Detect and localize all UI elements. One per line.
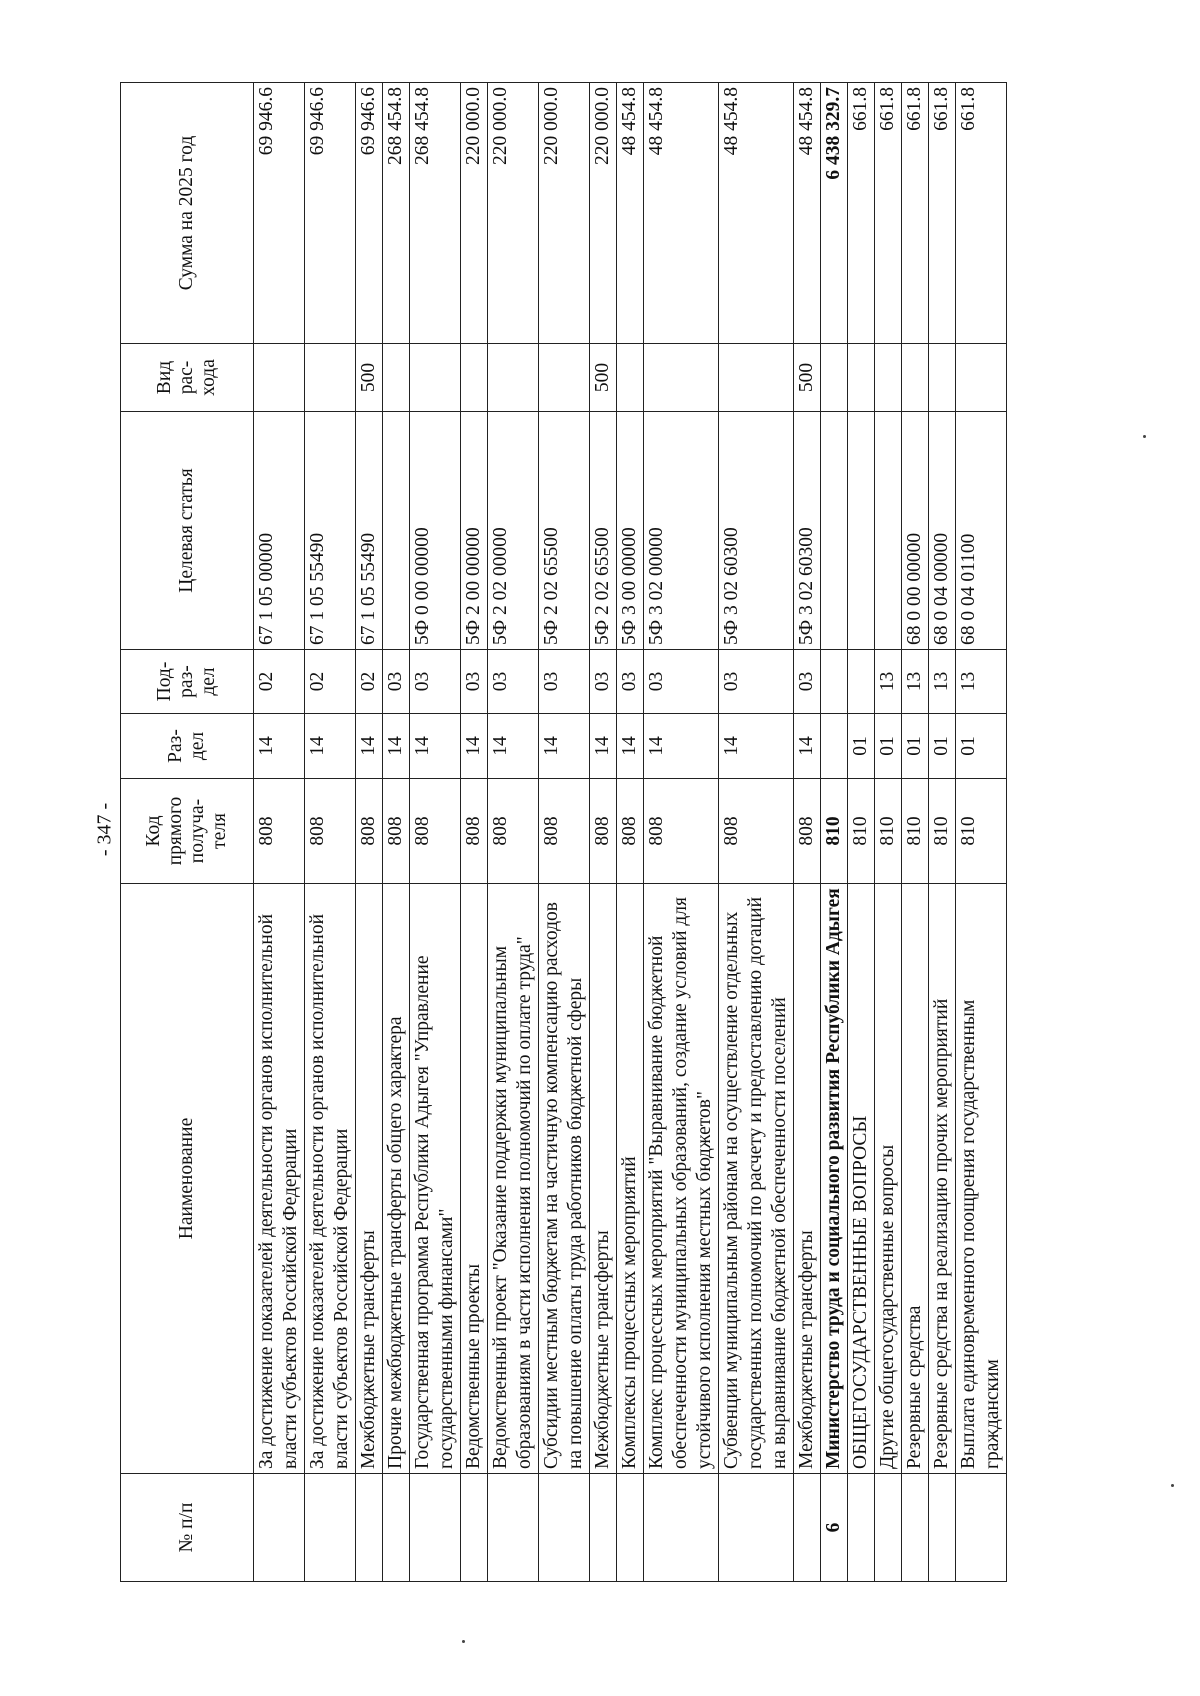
- cell-subsection: [847, 650, 874, 714]
- cell-section: 14: [793, 714, 820, 779]
- scan-speck: [1143, 435, 1146, 438]
- cell-sum: 48 454.8: [643, 83, 718, 344]
- cell-subsection: 03: [487, 650, 538, 714]
- cell-sum: 220 000.0: [589, 83, 616, 344]
- header-subsection: Под-раз-дел: [121, 650, 254, 714]
- cell-num: [589, 1474, 616, 1582]
- cell-target: 5Ф 2 00 00000: [460, 412, 487, 650]
- cell-sum: 268 454.8: [409, 83, 460, 344]
- cell-num: [304, 1474, 355, 1582]
- cell-name: За достижение показателей деятельности органов исполнительной власти субъектов Российской Федерации: [304, 884, 355, 1474]
- cell-name: Межбюджетные трансферты: [793, 884, 820, 1474]
- cell-code: 808: [487, 779, 538, 884]
- cell-exp-type: [487, 344, 538, 412]
- header-code: Код прямого получа-теля: [121, 779, 254, 884]
- cell-sum: 48 454.8: [718, 83, 793, 344]
- table-row: [382, 83, 409, 1582]
- cell-sum: 220 000.0: [538, 83, 589, 344]
- header-section: Раз-дел: [121, 714, 254, 779]
- cell-exp-type: [254, 344, 305, 412]
- cell-section: 14: [487, 714, 538, 779]
- cell-num: [643, 1474, 718, 1582]
- cell-subsection: 02: [304, 650, 355, 714]
- cell-num: 6: [820, 1474, 847, 1582]
- cell-subsection: 03: [643, 650, 718, 714]
- cell-section: 14: [304, 714, 355, 779]
- cell-exp-type: [847, 344, 874, 412]
- cell-num: [928, 1474, 955, 1582]
- cell-name: Межбюджетные трансферты: [589, 884, 616, 1474]
- cell-exp-type: [616, 344, 643, 412]
- cell-num: [793, 1474, 820, 1582]
- table-row: [874, 83, 901, 1582]
- cell-target: 68 0 04 01100: [955, 412, 1006, 650]
- table-row: [409, 83, 460, 1582]
- cell-num: [718, 1474, 793, 1582]
- header-target: Целевая статья: [121, 412, 254, 650]
- cell-target: [847, 412, 874, 650]
- cell-target: 5Ф 3 02 60300: [718, 412, 793, 650]
- cell-num: [460, 1474, 487, 1582]
- cell-code: 810: [847, 779, 874, 884]
- cell-section: 01: [847, 714, 874, 779]
- cell-section: 14: [460, 714, 487, 779]
- cell-target: 5Ф 2 02 00000: [487, 412, 538, 650]
- cell-name: Прочие межбюджетные трансферты общего характера: [382, 884, 409, 1474]
- cell-code: 810: [820, 779, 847, 884]
- cell-target: 5Ф 3 02 00000: [643, 412, 718, 650]
- cell-code: 808: [643, 779, 718, 884]
- cell-name: Субвенции муниципальным районам на осуществление отдельных государственных полномочий по расчету и предоставлению дотаций на выравнивание бюджетной обеспеченности поселений: [718, 884, 793, 1474]
- cell-sum: 48 454.8: [616, 83, 643, 344]
- cell-section: 14: [589, 714, 616, 779]
- cell-subsection: 13: [928, 650, 955, 714]
- cell-num: [847, 1474, 874, 1582]
- cell-target: 5Ф 2 02 65500: [538, 412, 589, 650]
- cell-section: 14: [355, 714, 382, 779]
- cell-exp-type: 500: [793, 344, 820, 412]
- cell-exp-type: [874, 344, 901, 412]
- cell-num: [382, 1474, 409, 1582]
- cell-target: 67 1 05 00000: [254, 412, 305, 650]
- cell-subsection: 03: [616, 650, 643, 714]
- budget-table: [120, 82, 1007, 1582]
- cell-code: 808: [460, 779, 487, 884]
- cell-section: 14: [382, 714, 409, 779]
- cell-sum: 220 000.0: [460, 83, 487, 344]
- cell-name: Резервные средства на реализацию прочих мероприятий: [928, 884, 955, 1474]
- cell-section: 14: [254, 714, 305, 779]
- cell-target: [820, 412, 847, 650]
- cell-section: 14: [643, 714, 718, 779]
- table-row: [487, 83, 538, 1582]
- cell-exp-type: [304, 344, 355, 412]
- header-sum: Сумма на 2025 год: [121, 83, 254, 344]
- cell-section: 14: [718, 714, 793, 779]
- cell-section: [820, 714, 847, 779]
- cell-target: 5Ф 3 02 60300: [793, 412, 820, 650]
- cell-subsection: 02: [355, 650, 382, 714]
- cell-section: 14: [409, 714, 460, 779]
- cell-sum: 268 454.8: [382, 83, 409, 344]
- table-body: [254, 83, 1007, 1582]
- cell-name: Комплекс процессных мероприятий "Выравнивание бюджетной обеспеченности муниципальных образований, создание условий для устойчивого исполнения местных бюджетов": [643, 884, 718, 1474]
- table-header-row: [121, 83, 254, 1582]
- cell-subsection: 03: [793, 650, 820, 714]
- cell-sum: 661.8: [955, 83, 1006, 344]
- cell-section: 01: [955, 714, 1006, 779]
- cell-target: 5Ф 0 00 00000: [409, 412, 460, 650]
- cell-exp-type: [928, 344, 955, 412]
- table-row: [616, 83, 643, 1582]
- cell-subsection: 03: [538, 650, 589, 714]
- cell-code: 808: [355, 779, 382, 884]
- cell-sum: 69 946.6: [355, 83, 382, 344]
- cell-exp-type: 500: [589, 344, 616, 412]
- cell-exp-type: 500: [355, 344, 382, 412]
- cell-target: [382, 412, 409, 650]
- cell-code: 808: [718, 779, 793, 884]
- cell-sum: 661.8: [901, 83, 928, 344]
- cell-name: Государственная программа Республики Адыгея "Управление государственными финансами": [409, 884, 460, 1474]
- cell-target: 67 1 05 55490: [304, 412, 355, 650]
- cell-sum: 661.8: [847, 83, 874, 344]
- cell-subsection: 03: [589, 650, 616, 714]
- cell-section: 01: [928, 714, 955, 779]
- cell-name: Министерство труда и социального развития Республики Адыгея: [820, 884, 847, 1474]
- cell-name: Другие общегосударственные вопросы: [874, 884, 901, 1474]
- cell-subsection: 13: [955, 650, 1006, 714]
- cell-name: Межбюджетные трансферты: [355, 884, 382, 1474]
- cell-num: [254, 1474, 305, 1582]
- table-row: [793, 83, 820, 1582]
- cell-sum: 220 000.0: [487, 83, 538, 344]
- cell-code: 808: [589, 779, 616, 884]
- cell-target: 67 1 05 55490: [355, 412, 382, 650]
- cell-subsection: 02: [254, 650, 305, 714]
- table-row: [589, 83, 616, 1582]
- scan-speck: [1171, 1484, 1174, 1487]
- cell-num: [901, 1474, 928, 1582]
- cell-num: [355, 1474, 382, 1582]
- cell-sum: 69 946.6: [254, 83, 305, 344]
- cell-exp-type: [820, 344, 847, 412]
- header-num: № п/п: [121, 1474, 254, 1582]
- cell-subsection: 03: [460, 650, 487, 714]
- cell-code: 808: [382, 779, 409, 884]
- header-exp-type: Вид рас-хода: [121, 344, 254, 412]
- cell-name: ОБЩЕГОСУДАРСТВЕННЫЕ ВОПРОСЫ: [847, 884, 874, 1474]
- cell-name: Субсидии местным бюджетам на частичную компенсацию расходов на повышение оплаты труда работников бюджетной сферы: [538, 884, 589, 1474]
- cell-num: [487, 1474, 538, 1582]
- cell-exp-type: [901, 344, 928, 412]
- cell-subsection: [820, 650, 847, 714]
- cell-exp-type: [643, 344, 718, 412]
- cell-subsection: 03: [718, 650, 793, 714]
- cell-code: 810: [901, 779, 928, 884]
- rotated-page-content: [120, 83, 1037, 1582]
- table-row: [955, 83, 1006, 1582]
- cell-sum: 661.8: [928, 83, 955, 344]
- header-name: Наименование: [121, 884, 254, 1474]
- cell-sum: 6 438 329.7: [820, 83, 847, 344]
- cell-code: 810: [955, 779, 1006, 884]
- table-row: [718, 83, 793, 1582]
- cell-exp-type: [409, 344, 460, 412]
- cell-name: Комплексы процессных мероприятий: [616, 884, 643, 1474]
- cell-target: 5Ф 3 00 00000: [616, 412, 643, 650]
- cell-num: [538, 1474, 589, 1582]
- cell-code: 810: [874, 779, 901, 884]
- cell-name: Резервные средства: [901, 884, 928, 1474]
- cell-subsection: 13: [901, 650, 928, 714]
- cell-target: 68 0 04 00000: [928, 412, 955, 650]
- table-row: [355, 83, 382, 1582]
- cell-num: [616, 1474, 643, 1582]
- cell-name: За достижение показателей деятельности органов исполнительной власти субъектов Российской Федерации: [254, 884, 305, 1474]
- cell-section: 14: [616, 714, 643, 779]
- table-row: [820, 83, 847, 1582]
- table-row: [538, 83, 589, 1582]
- cell-subsection: 03: [409, 650, 460, 714]
- cell-exp-type: [460, 344, 487, 412]
- cell-code: 808: [254, 779, 305, 884]
- table-row: [643, 83, 718, 1582]
- cell-code: 810: [928, 779, 955, 884]
- cell-name: Ведомственный проект "Оказание поддержки муниципальным образованиям в части исполнения полномочий по оплате труда": [487, 884, 538, 1474]
- cell-sum: 661.8: [874, 83, 901, 344]
- cell-num: [874, 1474, 901, 1582]
- cell-code: 808: [793, 779, 820, 884]
- cell-section: 01: [901, 714, 928, 779]
- cell-code: 808: [616, 779, 643, 884]
- table-row: [928, 83, 955, 1582]
- cell-num: [409, 1474, 460, 1582]
- page-number: - 347 -: [93, 802, 116, 857]
- table-row: [847, 83, 874, 1582]
- table-row: [901, 83, 928, 1582]
- cell-name: Ведомственные проекты: [460, 884, 487, 1474]
- cell-code: 808: [409, 779, 460, 884]
- cell-exp-type: [718, 344, 793, 412]
- cell-name: Выплата единовременного поощрения государственным гражданским: [955, 884, 1006, 1474]
- cell-code: 808: [538, 779, 589, 884]
- cell-sum: 48 454.8: [793, 83, 820, 344]
- cell-exp-type: [382, 344, 409, 412]
- cell-sum: 69 946.6: [304, 83, 355, 344]
- cell-target: [874, 412, 901, 650]
- cell-subsection: 03: [382, 650, 409, 714]
- scan-speck: [462, 1640, 465, 1643]
- table-row: [460, 83, 487, 1582]
- cell-exp-type: [955, 344, 1006, 412]
- table-row: [304, 83, 355, 1582]
- cell-target: 68 0 00 00000: [901, 412, 928, 650]
- cell-subsection: 13: [874, 650, 901, 714]
- cell-section: 01: [874, 714, 901, 779]
- cell-num: [955, 1474, 1006, 1582]
- cell-exp-type: [538, 344, 589, 412]
- table-row: [254, 83, 305, 1582]
- cell-target: 5Ф 2 02 65500: [589, 412, 616, 650]
- cell-section: 14: [538, 714, 589, 779]
- cell-code: 808: [304, 779, 355, 884]
